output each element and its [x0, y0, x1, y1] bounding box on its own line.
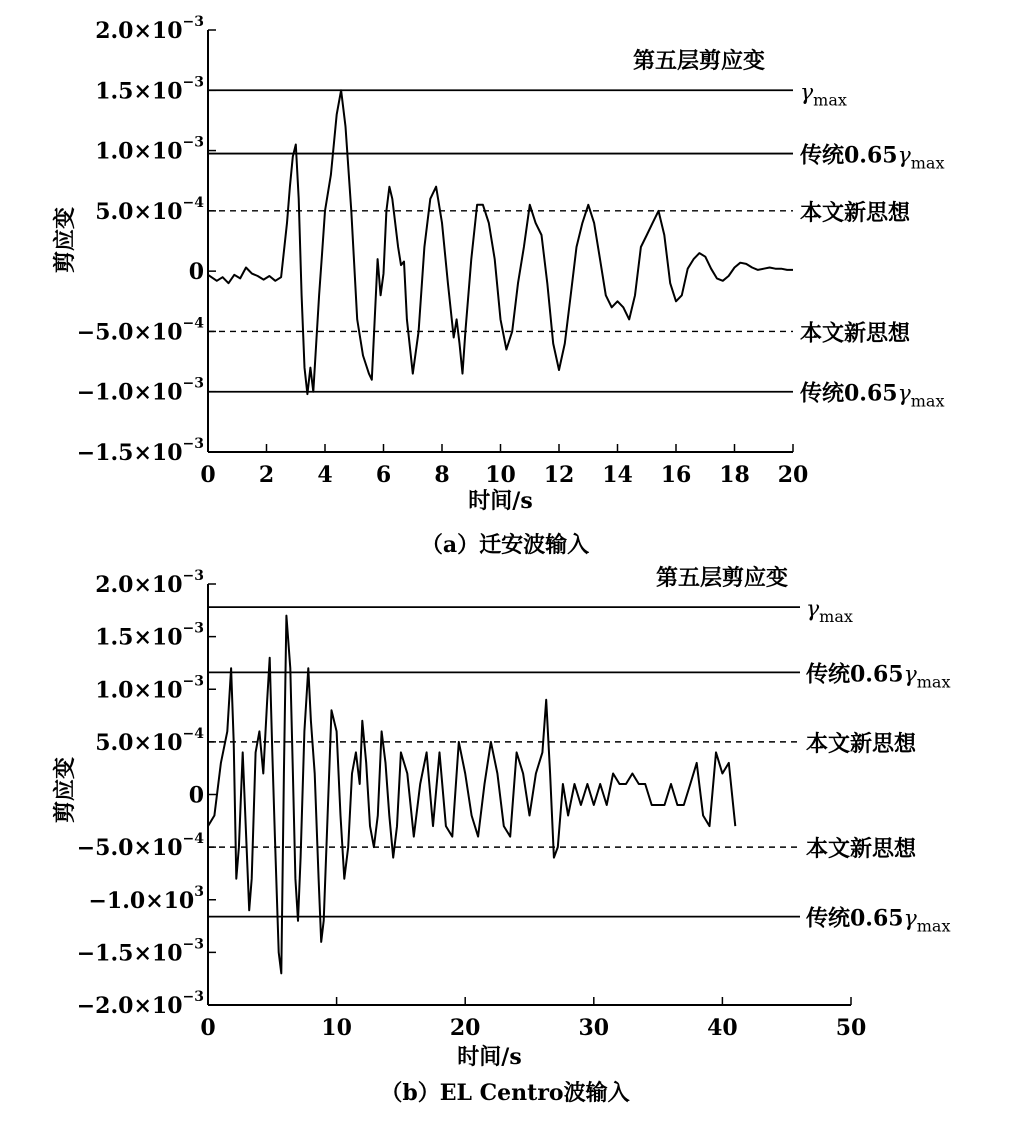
- y-tick-exponent: −3: [182, 620, 204, 637]
- y-tick-mantissa: 0: [188, 259, 204, 286]
- gamma-symbol: γ: [800, 80, 814, 106]
- y-tick-label: [77, 436, 204, 466]
- y-tick-mantissa: −1.5×10: [76, 940, 183, 967]
- reference-label-text: 传统0.65: [806, 905, 904, 932]
- y-tick-exponent: −3: [182, 375, 204, 392]
- y-tick-mantissa: 2.0×10: [95, 572, 183, 598]
- y-tick-exponent: 3: [194, 883, 204, 900]
- reference-label-text: 传统0.65: [800, 380, 898, 407]
- gamma-symbol: γ: [903, 906, 917, 932]
- y-tick-label: [95, 673, 204, 703]
- chart-title: 第五层剪应变: [632, 48, 765, 74]
- y-tick-exponent: −3: [182, 936, 204, 953]
- x-axis-label: 时间/s: [457, 1044, 522, 1070]
- x-axis-label: 时间/s: [468, 488, 533, 514]
- x-tick-label: 0: [200, 462, 216, 488]
- gamma-subscript: max: [813, 90, 847, 110]
- y-tick-label: [88, 884, 204, 914]
- y-tick-mantissa: 1.5×10: [95, 624, 183, 651]
- x-tick-label: 2: [258, 462, 275, 488]
- y-tick-exponent: −3: [182, 673, 204, 690]
- figure-caption: （a）迁安波输入: [420, 532, 590, 558]
- gamma-symbol: γ: [806, 597, 820, 623]
- y-tick-exponent: −3: [182, 134, 204, 151]
- reference-line-label: [806, 836, 917, 862]
- y-tick-label: [95, 726, 204, 756]
- y-tick-exponent: −3: [182, 74, 204, 91]
- y-tick-mantissa: 1.0×10: [95, 677, 183, 704]
- reference-label-text: 传统0.65: [806, 661, 904, 688]
- y-tick-label: [77, 831, 204, 861]
- shear-strain-series-line: [208, 90, 793, 394]
- y-tick-label: [77, 315, 204, 345]
- y-tick-label: [95, 195, 204, 225]
- y-axis-label: 剪应变: [52, 206, 78, 274]
- y-tick-exponent: −3: [182, 568, 204, 584]
- y-tick-mantissa: 5.0×10: [95, 198, 183, 225]
- gamma-subscript: max: [916, 916, 951, 936]
- y-tick-mantissa: −5.0×10: [76, 319, 183, 346]
- gamma-subscript: max: [910, 391, 945, 411]
- y-tick-mantissa: 2.0×10: [95, 18, 183, 44]
- x-tick-label: 0: [200, 1015, 216, 1041]
- y-tick-label: [95, 621, 204, 651]
- x-tick-label: 10: [321, 1015, 352, 1041]
- x-tick-label: 6: [375, 462, 392, 488]
- reference-label-text: 本文新思想: [800, 199, 911, 226]
- reference-label-text: 传统0.65: [800, 142, 898, 169]
- reference-line-label: [800, 80, 847, 109]
- reference-line-label: [806, 661, 950, 691]
- y-tick-label: [95, 135, 204, 165]
- y-tick-mantissa: 1.0×10: [95, 138, 183, 165]
- y-tick-mantissa: −5.0×10: [76, 835, 183, 862]
- y-tick-label: [95, 74, 204, 104]
- x-tick-label: 16: [660, 462, 692, 488]
- x-tick-label: 30: [578, 1015, 610, 1041]
- y-tick-label: [77, 376, 204, 406]
- x-tick-label: 12: [543, 462, 575, 488]
- x-tick-label: 50: [835, 1015, 867, 1041]
- reference-line-label: [806, 731, 917, 757]
- y-tick-label: [77, 989, 204, 1019]
- y-tick-label: [189, 259, 204, 285]
- reference-line-label: [800, 320, 911, 346]
- y-tick-exponent: −4: [182, 315, 204, 332]
- x-tick-label: 8: [434, 462, 450, 488]
- reference-label-text: 本文新思想: [800, 320, 911, 347]
- reference-line-label: [800, 381, 944, 411]
- gamma-subscript: max: [819, 607, 853, 627]
- y-tick-exponent: −3: [182, 14, 204, 30]
- y-tick-exponent: −4: [182, 725, 204, 742]
- figure-caption: （b）EL Centro波输入: [380, 1080, 630, 1106]
- y-tick-mantissa: 1.5×10: [95, 78, 183, 105]
- reference-line-label: [806, 906, 950, 936]
- chart-a: [52, 14, 944, 558]
- y-tick-exponent: −4: [182, 194, 204, 211]
- x-tick-label: 20: [777, 462, 809, 488]
- x-tick-label: 4: [317, 462, 333, 488]
- y-tick-exponent: −4: [182, 831, 204, 848]
- y-tick-exponent: −3: [182, 989, 204, 1005]
- shear-strain-series-line: [208, 616, 735, 974]
- x-tick-label: 18: [719, 462, 750, 488]
- gamma-symbol: γ: [903, 662, 917, 688]
- y-tick-exponent: −3: [182, 436, 204, 452]
- y-tick-mantissa: −1.0×10: [76, 379, 183, 406]
- x-tick-label: 20: [449, 1015, 481, 1041]
- gamma-symbol: γ: [897, 143, 911, 169]
- gamma-subscript: max: [916, 672, 951, 692]
- chart-b: [52, 565, 950, 1106]
- reference-line-label: [800, 143, 944, 173]
- y-tick-mantissa: 0: [188, 782, 204, 809]
- reference-label-text: 本文新思想: [806, 730, 917, 757]
- gamma-symbol: γ: [897, 381, 911, 407]
- x-tick-label: 40: [707, 1015, 738, 1041]
- y-tick-mantissa: −1.5×10: [76, 440, 183, 466]
- reference-label-text: 本文新思想: [806, 836, 917, 863]
- chart-title: 第五层剪应变: [655, 565, 788, 591]
- y-tick-mantissa: −1.0×10: [88, 887, 195, 914]
- y-axis-label: 剪应变: [52, 756, 78, 824]
- y-tick-mantissa: −2.0×10: [76, 993, 183, 1019]
- y-tick-mantissa: 5.0×10: [95, 729, 183, 756]
- y-tick-label: [189, 783, 204, 809]
- x-tick-label: 10: [485, 462, 516, 488]
- reference-line-label: [806, 597, 853, 626]
- y-tick-label: [95, 14, 204, 44]
- x-tick-label: 14: [602, 462, 633, 488]
- y-tick-label: [95, 568, 204, 598]
- gamma-subscript: max: [910, 153, 945, 173]
- reference-line-label: [800, 200, 911, 226]
- y-tick-label: [77, 936, 204, 966]
